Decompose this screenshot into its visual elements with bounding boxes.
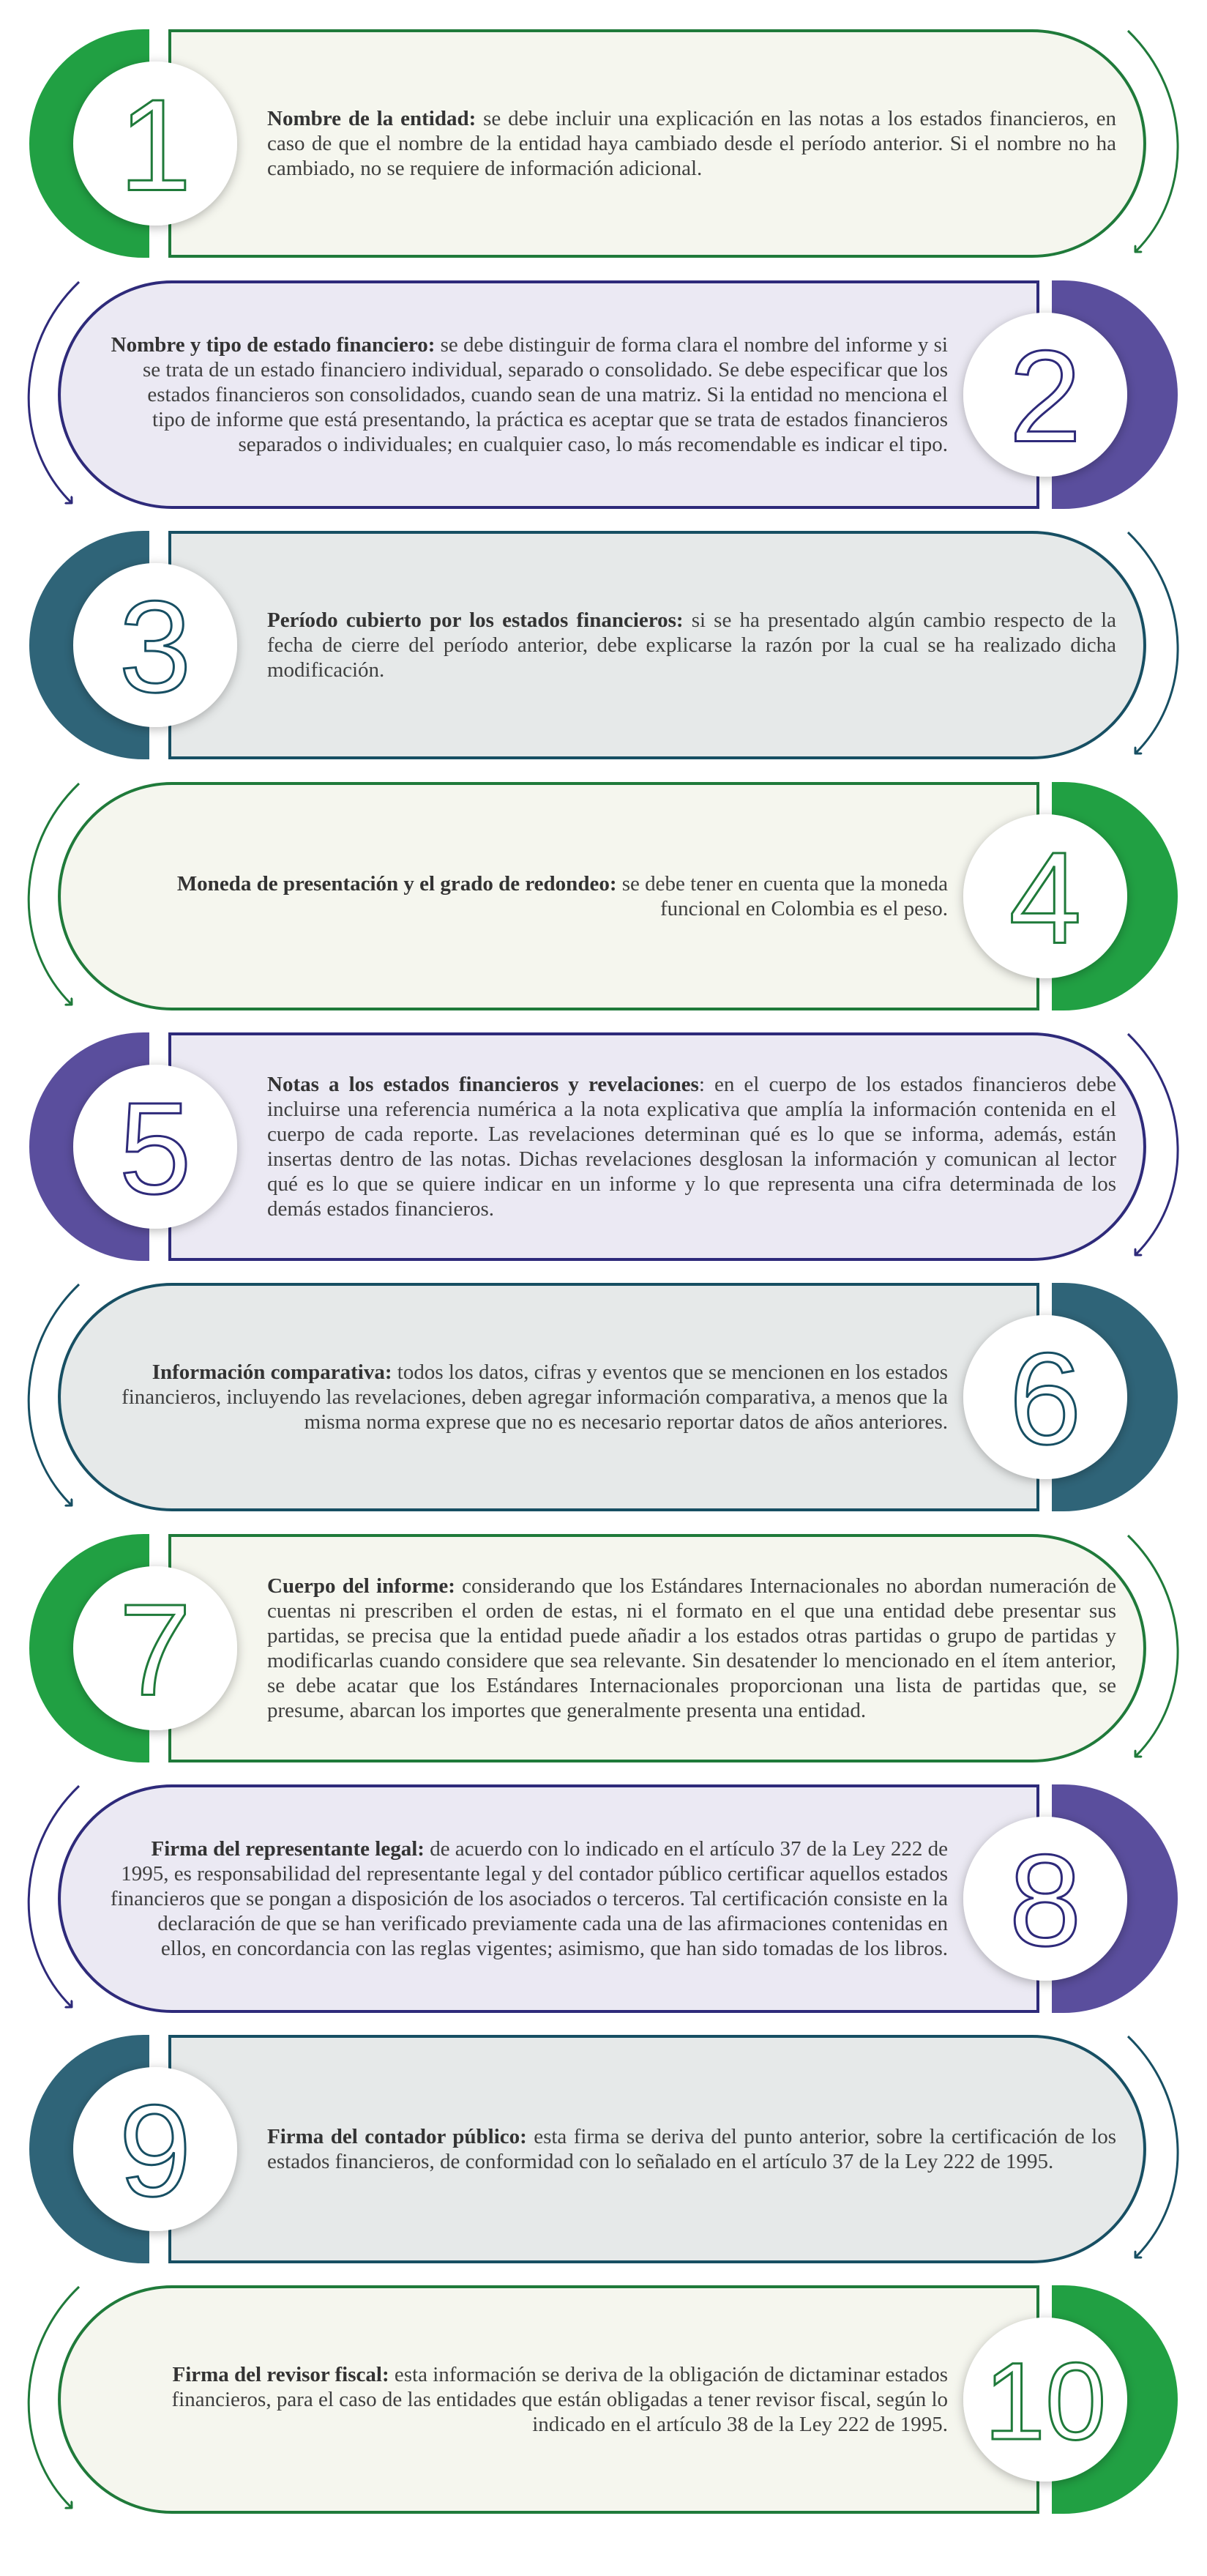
step-description [267, 1534, 1116, 1762]
step-number: 8 [1009, 1827, 1082, 1973]
step-title: Firma del revisor fiscal: [172, 2363, 389, 2386]
step-text: esta firma se deriva del punto anterior, sobre la certificación de los estados financieros, de conformidad con lo señalado en el artículo 37 de la Ley 222 de 1995. [267, 2125, 1116, 2173]
step-description [110, 1784, 948, 2013]
step-description [110, 782, 948, 1010]
step-item-4 [0, 782, 1207, 1010]
step-title: Nombre de la entidad: [267, 107, 477, 130]
step-item-10 [0, 2285, 1207, 2514]
step-text: si se ha presentado algún cambio respecto de la fecha de cierre del período anterior, debe explicarse la razón por la cual se ha realizado dicha modificación. [267, 608, 1116, 682]
step-description [110, 280, 948, 509]
step-description [110, 1283, 948, 1511]
step-item-3 [0, 531, 1207, 759]
step-title: Cuerpo del informe: [267, 1574, 455, 1598]
step-item-1 [0, 29, 1207, 258]
step-item-6 [0, 1283, 1207, 1511]
step-title: Moneda de presentación y el grado de redondeo: [176, 872, 617, 896]
step-number: 7 [119, 1577, 192, 1723]
step-item-2 [0, 280, 1207, 509]
step-number: 4 [1009, 824, 1082, 971]
step-title: Período cubierto por los estados financieros: [267, 608, 684, 632]
step-text: todos los datos, cifras y eventos que se mencionen en los estados financieros, incluyendo las revelaciones, deben agregar información comparativa, a menos que la misma norma exprese que no es necesario reportar datos de años anteriores. [122, 1360, 948, 1434]
step-description [267, 1032, 1116, 1261]
step-description [267, 531, 1116, 759]
step-text: de acuerdo con lo indicado en el artículo 37 de la Ley 222 de 1995, es responsabilidad del representante legal y del contador público certificar aquellos estados financieros que se pongan a disposición de los asociados o terceros. Tal certificación consiste en la declaración de que se han verificado previamente cada una de las afirmaciones contenidas en ellos, en concordancia con las reglas vigentes; asimismo, que han sido tomadas de los libros. [110, 1837, 948, 1960]
step-number: 9 [119, 2077, 192, 2224]
step-title: Nombre y tipo de estado financiero: [111, 333, 436, 357]
step-number: 1 [119, 72, 192, 218]
step-description [110, 2285, 948, 2514]
step-item-9 [0, 2035, 1207, 2263]
step-item-7 [0, 1534, 1207, 1762]
step-title: Firma del representante legal: [151, 1837, 425, 1861]
step-number: 5 [119, 1075, 192, 1221]
step-number: 3 [119, 573, 192, 720]
step-item-8 [0, 1784, 1207, 2013]
step-number: 2 [1009, 323, 1082, 469]
step-description [267, 29, 1116, 258]
step-text: esta información se deriva de la obligación de dictaminar estados financieros, para el caso de las entidades que están obligadas a tener revisor fiscal, según lo indicado en el artículo 38 de la Ley 222 de 1995. [171, 2363, 948, 2436]
step-number: 10 [984, 2339, 1107, 2463]
step-text: se debe incluir una explicación en las notas a los estados financieros, en caso de que el nombre de la entidad haya cambiado desde el período anterior. Si el nombre no ha cambiado, no se requiere de información adicional. [267, 107, 1117, 180]
step-item-5 [0, 1032, 1207, 1261]
step-title: Firma del contador público: [267, 2125, 527, 2148]
step-text: considerando que los Estándares Internacionales no abordan numeración de cuentas ni prescriben el orden de estas, ni el formato en el que una entidad debe presentar sus partidas, se precisa que la entidad puede añadir a los estados otras partidas o grupo de partidas y modificarlas cuando considere que sea relevante. Sin desatender lo mencionado en el ítem anterior, se debe acatar que los Estándares Internacionales proporcionan una lista de partidas que, se presume, abarcan los importes que generalmente presenta una entidad. [267, 1574, 1116, 1722]
step-text: se debe tener en cuenta que la moneda funcional en Colombia es el peso. [616, 872, 948, 920]
step-text: : en el cuerpo de los estados financieros debe incluirse una referencia numérica a la nota explicativa que amplía la información contenida en el cuerpo de cada reporte. Las revelaciones determinan qué es lo que se informa, además, están insertas dentro de las notas. Dichas revelaciones desglosan la información y comunican al lector qué es lo que se quiere indicar en un informe y lo que representa una cifra determinada de los demás estados financieros. [267, 1073, 1116, 1221]
step-description [267, 2035, 1116, 2263]
step-title: Notas a los estados financieros y revelaciones [267, 1073, 699, 1096]
step-title: Información comparativa: [152, 1360, 392, 1384]
step-number: 6 [1009, 1325, 1082, 1472]
step-text: se debe distinguir de forma clara el nombre del informe y si se trata de un estado financiero individual, separado o consolidado. Se debe especificar que los estados financieros son consolidados, cuando sean de una matriz. Si la entidad no menciona el tipo de informe que está presentando, la práctica es aceptar que se trata de estados financieros separados o individuales; en cualquier caso, lo más recomendable es indicar el tipo. [142, 333, 948, 456]
